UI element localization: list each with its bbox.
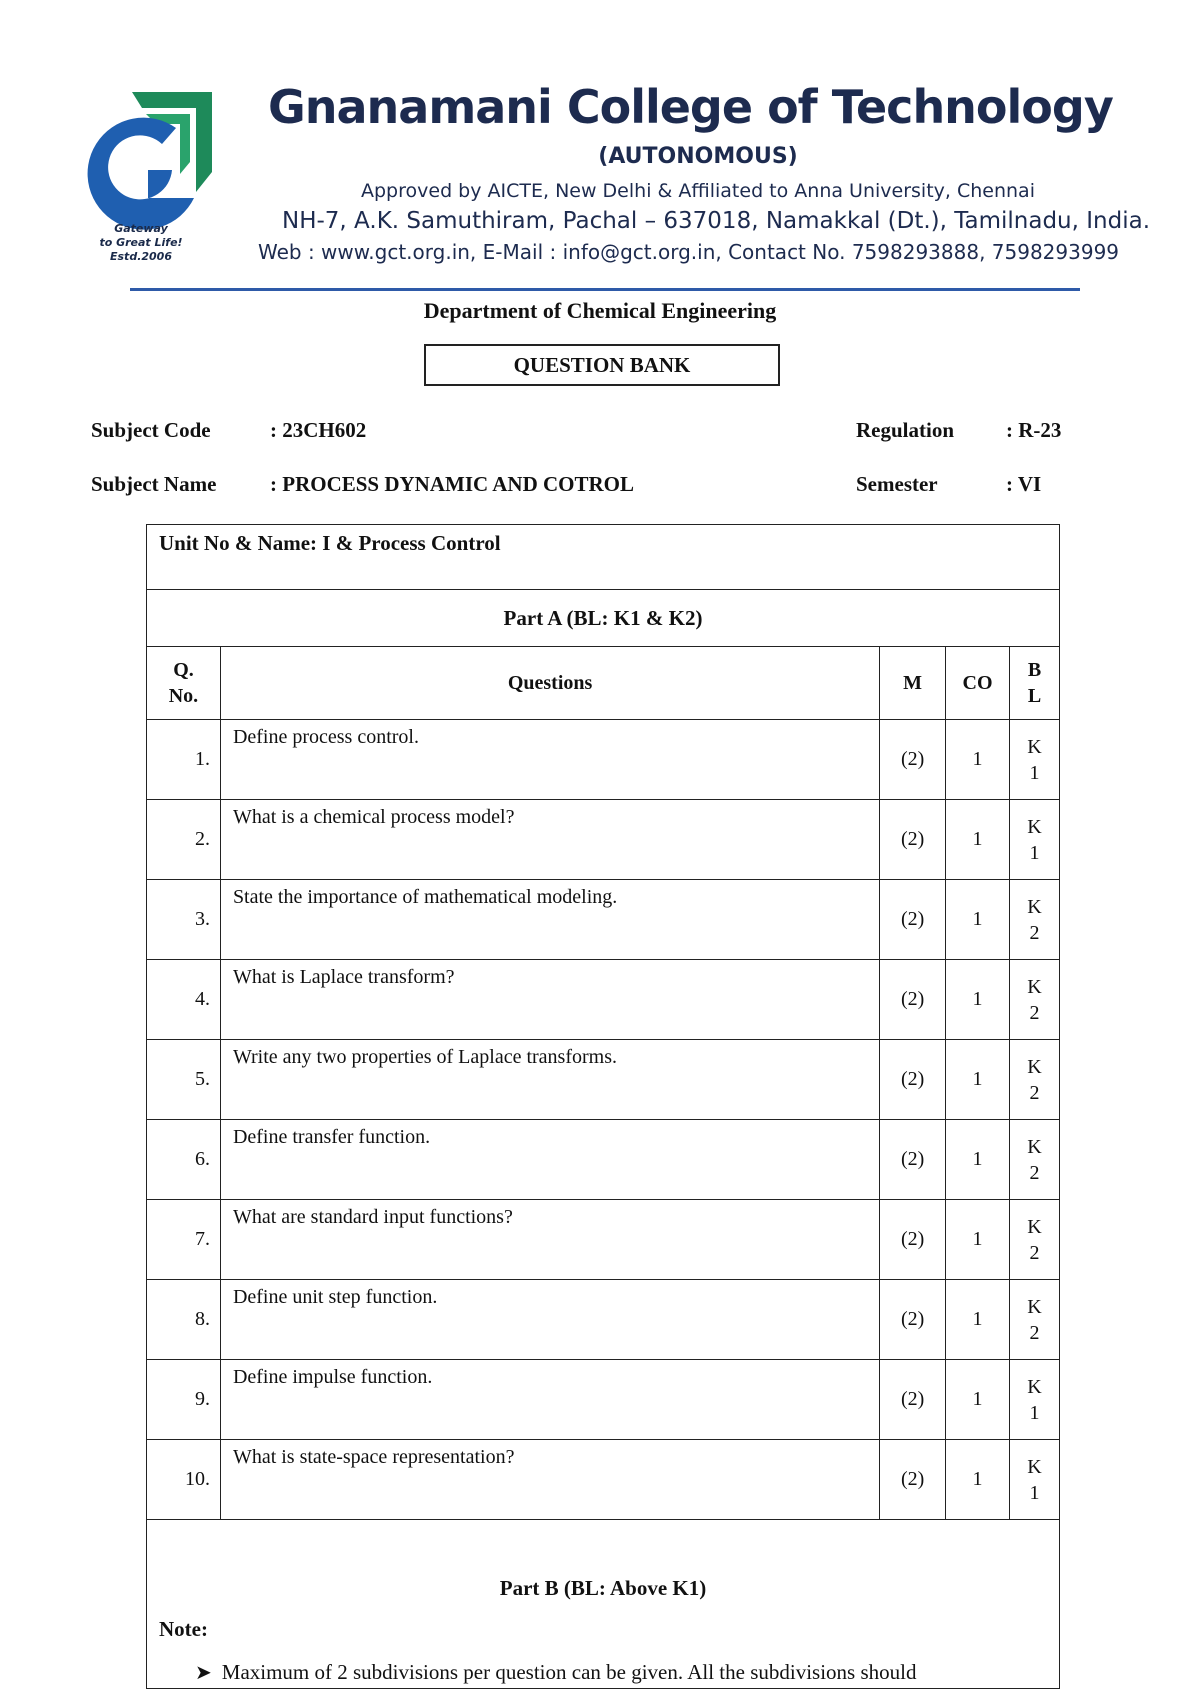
subject-name-value: : PROCESS DYNAMIC AND COTROL	[270, 472, 635, 496]
note-label: Note:	[159, 1617, 208, 1641]
table-row: 7. What are standard input functions? (2) 1 K 2	[147, 1200, 1060, 1280]
regulation-value: : R-23	[1006, 418, 1062, 442]
table-row: 9. Define impulse function. (2) 1 K 1	[147, 1360, 1060, 1440]
note-bullet: ➤ Maximum of 2 subdivisions per question can be given. All the subdivisions should	[195, 1660, 917, 1684]
header-marks: M	[880, 647, 946, 720]
subject-code-label: Subject Code	[91, 418, 211, 442]
header-divider	[130, 288, 1080, 291]
part-a-title: Part A (BL: K1 & K2)	[147, 590, 1060, 647]
approval-text: Approved by AICTE, New Delhi & Affiliated to Anna University, Chennai	[361, 180, 1035, 202]
header-bl: B L	[1010, 647, 1060, 720]
college-contact: Web : www.gct.org.in, E-Mail : info@gct.org.in, Contact No. 7598293888, 7598293999	[258, 240, 1120, 264]
arrow-bullet-icon: ➤	[195, 1660, 212, 1684]
semester-label: Semester	[856, 472, 938, 496]
college-name: Gnanamani College of Technology	[268, 80, 1113, 134]
subject-name-label: Subject Name	[91, 472, 217, 496]
table-row: 1. Define process control. (2) 1 K 1	[147, 720, 1060, 800]
table-header-row	[147, 647, 1060, 720]
header-co: CO	[946, 647, 1010, 720]
table-row: 5. Write any two properties of Laplace transforms. (2) 1 K 2	[147, 1040, 1060, 1120]
table-row: 8. Define unit step function. (2) 1 K 2	[147, 1280, 1060, 1360]
header-questions: Questions	[220, 647, 879, 720]
question-bank-title: QUESTION BANK	[424, 344, 780, 386]
college-header	[0, 0, 1200, 300]
department-title: Department of Chemical Engineering	[423, 298, 777, 323]
part-b-section	[147, 1520, 1060, 1689]
autonomous-label: (AUTONOMOUS)	[598, 144, 798, 169]
regulation-label: Regulation	[856, 418, 955, 442]
question-table	[146, 524, 1060, 1689]
subject-code-value: : 23CH602	[270, 418, 367, 442]
table-row: 4. What is Laplace transform? (2) 1 K 2	[147, 960, 1060, 1040]
logo-tagline: Gateway to Great Life! Estd.2006	[99, 222, 183, 263]
table-row: 6. Define transfer function. (2) 1 K 2	[147, 1120, 1060, 1200]
part-b-title: Part B (BL: Above K1)	[499, 1576, 707, 1600]
college-address: NH-7, A.K. Samuthiram, Pachal – 637018, Namakkal (Dt.), Tamilnadu, India.	[282, 208, 1151, 234]
header-qno: Q. No.	[147, 647, 221, 720]
table-row: 3. State the importance of mathematical modeling. (2) 1 K 2	[147, 880, 1060, 960]
semester-value: : VI	[1006, 472, 1042, 496]
table-row: 10. What is state-space representation? (2) 1 K 1	[147, 1440, 1060, 1520]
unit-title: Unit No & Name: I & Process Control	[147, 525, 1060, 590]
table-row: 2. What is a chemical process model? (2) 1 K 1	[147, 800, 1060, 880]
